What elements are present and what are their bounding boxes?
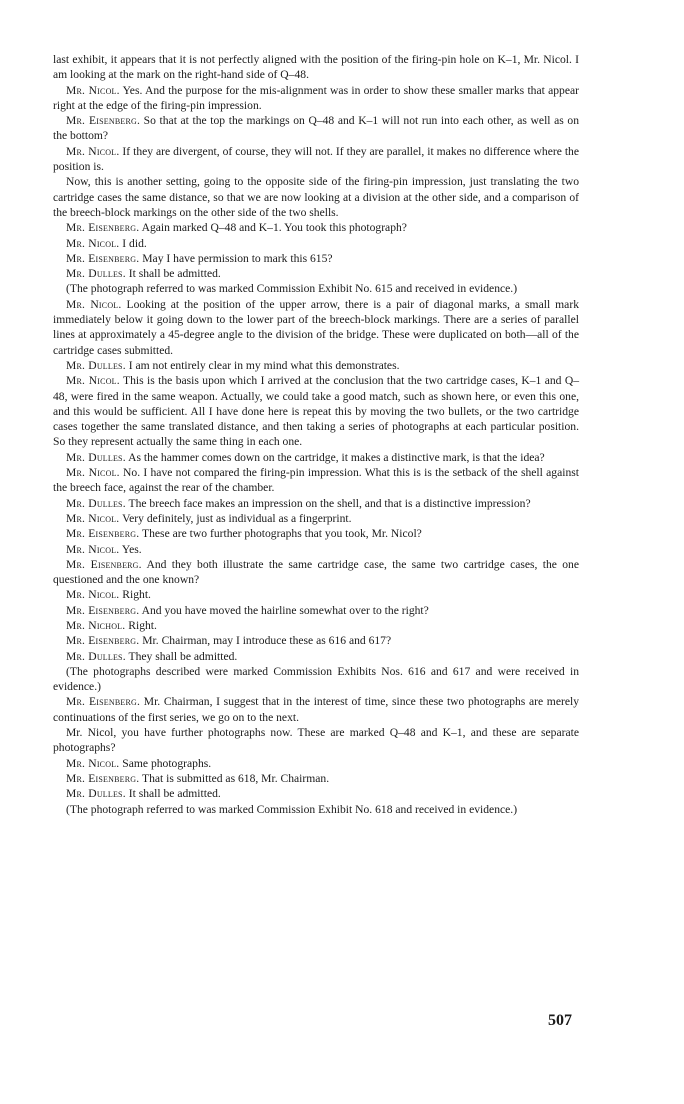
paragraph-text: May I have permission to mark this 615? xyxy=(139,251,333,265)
paragraph xyxy=(53,450,579,465)
paragraph-text: Now, this is another setting, going to the opposite side of the firing-pin impression, just translating the two cartridge cases the same distance, so that we are now looking at a division at the other side, and a comparison of the breech-block markings on the other side of the two shells. xyxy=(53,175,579,219)
paragraph-text: These are two further photographs that you took, Mr. Nicol? xyxy=(139,527,422,541)
paragraph-text: It shall be admitted. xyxy=(125,787,221,801)
speaker-name: Mr. Eisenberg. xyxy=(66,221,140,235)
paragraph xyxy=(53,511,579,526)
paragraph xyxy=(53,633,579,648)
speaker-name: Mr. Nicol. xyxy=(66,756,120,770)
speaker-name: Mr. Nichol. xyxy=(66,618,126,632)
paragraph xyxy=(53,236,579,251)
paragraph xyxy=(53,771,579,786)
paragraph xyxy=(53,664,579,695)
paragraph-text: And you have moved the hairline somewhat over to the right? xyxy=(139,603,429,617)
paragraph-text: Again marked Q–48 and K–1. You took this photograph? xyxy=(139,221,407,235)
paragraph-text: Yes. xyxy=(119,542,142,556)
paragraph xyxy=(53,649,579,664)
paragraph-text: They shall be admitted. xyxy=(125,649,238,663)
paragraph-text: I did. xyxy=(119,236,147,250)
paragraph-text: Yes. And the purpose for the mis-alignment was in order to show these smaller marks that appear right at the edge of the firing-pin impression. xyxy=(53,83,579,112)
speaker-name: Mr. Nicol. xyxy=(66,374,120,388)
speaker-name: Mr. Nicol. xyxy=(66,297,122,311)
paragraph xyxy=(53,786,579,801)
paragraph-text: I am not entirely clear in my mind what this demonstrates. xyxy=(125,358,400,372)
page-number: 507 xyxy=(548,1012,572,1029)
speaker-name: Mr. Eisenberg. xyxy=(66,695,141,709)
paragraph-text: Looking at the position of the upper arrow, there is a pair of diagonal marks, a small mark immediately below it going down to the lower part of the breech-block markings. There are a series of parallel lines at approximately a 45-degree angle to the division of the bridge. These were duplicated on both—all of the cartridge cases submitted. xyxy=(53,297,579,357)
speaker-name: Mr. Eisenberg. xyxy=(66,603,140,617)
speaker-name: Mr. Nicol. xyxy=(66,542,120,556)
paragraph xyxy=(53,220,579,235)
paragraph-text: Right. xyxy=(119,588,151,602)
speaker-name: Mr. Dulles. xyxy=(66,649,126,663)
paragraph xyxy=(53,542,579,557)
paragraph-text: Same photographs. xyxy=(119,756,212,770)
speaker-name: Mr. Nicol. xyxy=(66,466,120,480)
paragraph xyxy=(53,52,579,83)
paragraph xyxy=(53,251,579,266)
speaker-name: Mr. Eisenberg. xyxy=(66,251,140,265)
speaker-name: Mr. Eisenberg. xyxy=(66,527,140,541)
speaker-name: Mr. Nicol. xyxy=(66,511,120,525)
speaker-name: Mr. Dulles. xyxy=(66,267,126,281)
speaker-name: Mr. Dulles. xyxy=(66,496,126,510)
paragraph xyxy=(53,496,579,511)
speaker-name: Mr. Eisenberg. xyxy=(66,557,142,571)
paragraph xyxy=(53,694,579,725)
paragraph-text: last exhibit, it appears that it is not perfectly aligned with the position of the firing-pin hole on K–1, Mr. Nicol. I am looking at the mark on the right-hand side of Q–48. xyxy=(53,53,579,82)
paragraph xyxy=(53,465,579,496)
paragraph xyxy=(53,587,579,602)
paragraph xyxy=(53,373,579,449)
paragraph-text: Mr. Nicol, you have further photographs now. These are marked Q–48 and K–1, and these are separate photographs? xyxy=(53,726,579,755)
paragraph-text: If they are divergent, of course, they will not. If they are parallel, it makes no difference where the position is. xyxy=(53,144,579,174)
paragraph xyxy=(53,358,579,373)
speaker-name: Mr. Nicol. xyxy=(66,144,120,158)
paragraph-text: (The photographs described were marked Commission Exhibits Nos. 616 and 617 and were received in evidence.) xyxy=(53,664,579,694)
paragraph xyxy=(53,618,579,633)
paragraph xyxy=(53,557,579,588)
paragraph-text: (The photograph referred to was marked Commission Exhibit No. 618 and received in evidence.) xyxy=(66,802,518,816)
speaker-name: Mr. Nicol. xyxy=(66,236,120,250)
speaker-name: Mr. Dulles. xyxy=(66,358,126,372)
speaker-name: Mr. Dulles. xyxy=(66,450,126,464)
paragraph-text: Mr. Chairman, I suggest that in the interest of time, since these two photographs are merely continuations of the first series, we go on to the next. xyxy=(53,695,579,724)
paragraph-text: Very definitely, just as individual as a fingerprint. xyxy=(119,511,352,525)
paragraph xyxy=(53,281,579,296)
speaker-name: Mr. Eisenberg. xyxy=(66,114,141,128)
paragraph xyxy=(53,297,579,358)
paragraph xyxy=(53,144,579,175)
paragraph xyxy=(53,266,579,281)
speaker-name: Mr. Nicol. xyxy=(66,588,120,602)
paragraph-text: (The photograph referred to was marked Commission Exhibit No. 615 and received in evidence.) xyxy=(66,282,518,296)
paragraph xyxy=(53,83,579,114)
speaker-name: Mr. Eisenberg. xyxy=(66,771,140,785)
paragraph-text: Right. xyxy=(125,618,157,632)
document-page xyxy=(53,52,579,817)
paragraph-text: This is the basis upon which I arrived at the conclusion that the two cartridge cases, K–1 and Q–48, were fired in the same weapon. Actually, we could take a good match, such as shown here, or even this one, and this would be sufficient. All I have done here is repeat this by moving the two bullets, or the two cartridge cases together the same translated distance, and then taking a series of photographs at each particular position. So they represent actually the same thing in each one. xyxy=(53,374,579,449)
paragraph-text: Mr. Chairman, may I introduce these as 616 and 617? xyxy=(139,634,392,648)
paragraph-text: That is submitted as 618, Mr. Chairman. xyxy=(139,771,330,785)
paragraph xyxy=(53,725,579,756)
paragraph xyxy=(53,174,579,220)
paragraph-text: So that at the top the markings on Q–48 and K–1 will not run into each other, as well as on the bottom? xyxy=(53,114,580,143)
paragraph xyxy=(53,802,579,817)
paragraph-text: The breech face makes an impression on the shell, and that is a distinctive impression? xyxy=(125,496,531,510)
paragraph-text: It shall be admitted. xyxy=(125,267,221,281)
speaker-name: Mr. Nicol. xyxy=(66,83,120,97)
paragraph xyxy=(53,526,579,541)
paragraph xyxy=(53,113,579,144)
paragraph-text: No. I have not compared the firing-pin impression. What this is is the setback of the shell against the breech face, against the rear of the chamber. xyxy=(53,466,579,495)
speaker-name: Mr. Eisenberg. xyxy=(66,634,140,648)
paragraph-text: And they both illustrate the same cartridge case, the same two cartridge cases, the one questioned and the one known? xyxy=(53,557,579,587)
speaker-name: Mr. Dulles. xyxy=(66,787,126,801)
paragraph-text: As the hammer comes down on the cartridge, it makes a distinctive mark, is that the idea? xyxy=(125,450,545,464)
paragraph xyxy=(53,756,579,771)
paragraph xyxy=(53,603,579,618)
